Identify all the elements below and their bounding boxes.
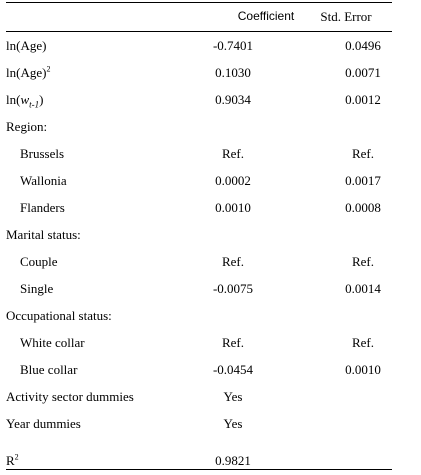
row-std-error: Ref. xyxy=(351,146,375,161)
row-std-error: 0.0010 xyxy=(345,362,381,377)
row-coefficient: -0.7401 xyxy=(212,38,254,53)
table-row-year-dummies xyxy=(6,416,392,436)
table-bottom-rule xyxy=(6,469,392,470)
table-header-rule xyxy=(6,31,392,32)
row-label-superscript: 2 xyxy=(46,64,51,74)
row-label: ln(Age) xyxy=(6,38,47,53)
row-label: Marital status: xyxy=(6,227,81,242)
header-std-error: Std. Error xyxy=(320,9,372,24)
table-header xyxy=(6,9,392,27)
row-std-error: 0.0012 xyxy=(345,92,381,107)
table-row-activity-dummies xyxy=(6,389,392,409)
row-label xyxy=(6,453,19,469)
table-row-brussels xyxy=(6,146,392,166)
row-label-suffix: ) xyxy=(39,92,44,107)
row-std-error: 0.0008 xyxy=(345,200,381,215)
table-row-occupational-heading xyxy=(6,308,392,328)
row-label: Activity sector dummies xyxy=(6,389,134,404)
row-label: Couple xyxy=(20,254,58,269)
row-label-superscript: 2 xyxy=(14,452,19,462)
row-coefficient: 0.9034 xyxy=(215,92,251,107)
row-coefficient: Ref. xyxy=(221,146,245,161)
row-coefficient: Ref. xyxy=(221,335,245,350)
row-coefficient: 0.0010 xyxy=(215,200,251,215)
row-label-variable: w xyxy=(20,92,30,107)
row-coefficient: Yes xyxy=(223,416,243,431)
row-label-prefix: ln( xyxy=(6,92,21,107)
table-row-single xyxy=(6,281,392,301)
table-row-region-heading xyxy=(6,119,392,139)
row-label-base: R xyxy=(6,453,15,468)
row-label-base: ln(Age) xyxy=(6,65,47,80)
table-row-wallonia xyxy=(6,173,392,193)
row-label: Single xyxy=(20,281,54,296)
table-row-marital-heading xyxy=(6,227,392,247)
row-coefficient: Ref. xyxy=(221,254,245,269)
table-row-ln-age-squared xyxy=(6,65,392,85)
table-row-ln-wage-lag xyxy=(6,92,392,112)
row-coefficient: 0.0002 xyxy=(215,173,251,188)
row-label: Occupational status: xyxy=(6,308,112,323)
row-std-error: 0.0017 xyxy=(345,173,381,188)
row-std-error: Ref. xyxy=(351,254,375,269)
row-std-error: 0.0071 xyxy=(345,65,381,80)
row-std-error: Ref. xyxy=(351,335,375,350)
row-coefficient: 0.9821 xyxy=(215,453,251,468)
row-label: Flanders xyxy=(20,200,65,215)
row-label-subscript: t-1 xyxy=(29,99,40,110)
row-label: Brussels xyxy=(20,146,65,161)
table-top-rule xyxy=(6,2,392,3)
table-row-white-collar xyxy=(6,335,392,355)
table-row-ln-age xyxy=(6,38,392,58)
row-coefficient: -0.0454 xyxy=(212,362,254,377)
header-coefficient: Coefficient xyxy=(237,9,295,23)
row-std-error: 0.0014 xyxy=(345,281,381,296)
row-std-error: 0.0496 xyxy=(345,38,381,53)
row-label: Region: xyxy=(6,119,48,134)
table-row-flanders xyxy=(6,200,392,220)
row-label: Blue collar xyxy=(20,362,78,377)
table-row-blue-collar xyxy=(6,362,392,382)
table-row-r-squared xyxy=(6,453,392,473)
row-coefficient: Yes xyxy=(223,389,243,404)
row-label: White collar xyxy=(20,335,85,350)
row-label xyxy=(6,92,43,108)
row-label: Wallonia xyxy=(20,173,67,188)
table-row-couple xyxy=(6,254,392,274)
row-label xyxy=(6,65,50,81)
row-label: Year dummies xyxy=(6,416,81,431)
row-coefficient: 0.1030 xyxy=(215,65,251,80)
row-coefficient: -0.0075 xyxy=(212,281,254,296)
